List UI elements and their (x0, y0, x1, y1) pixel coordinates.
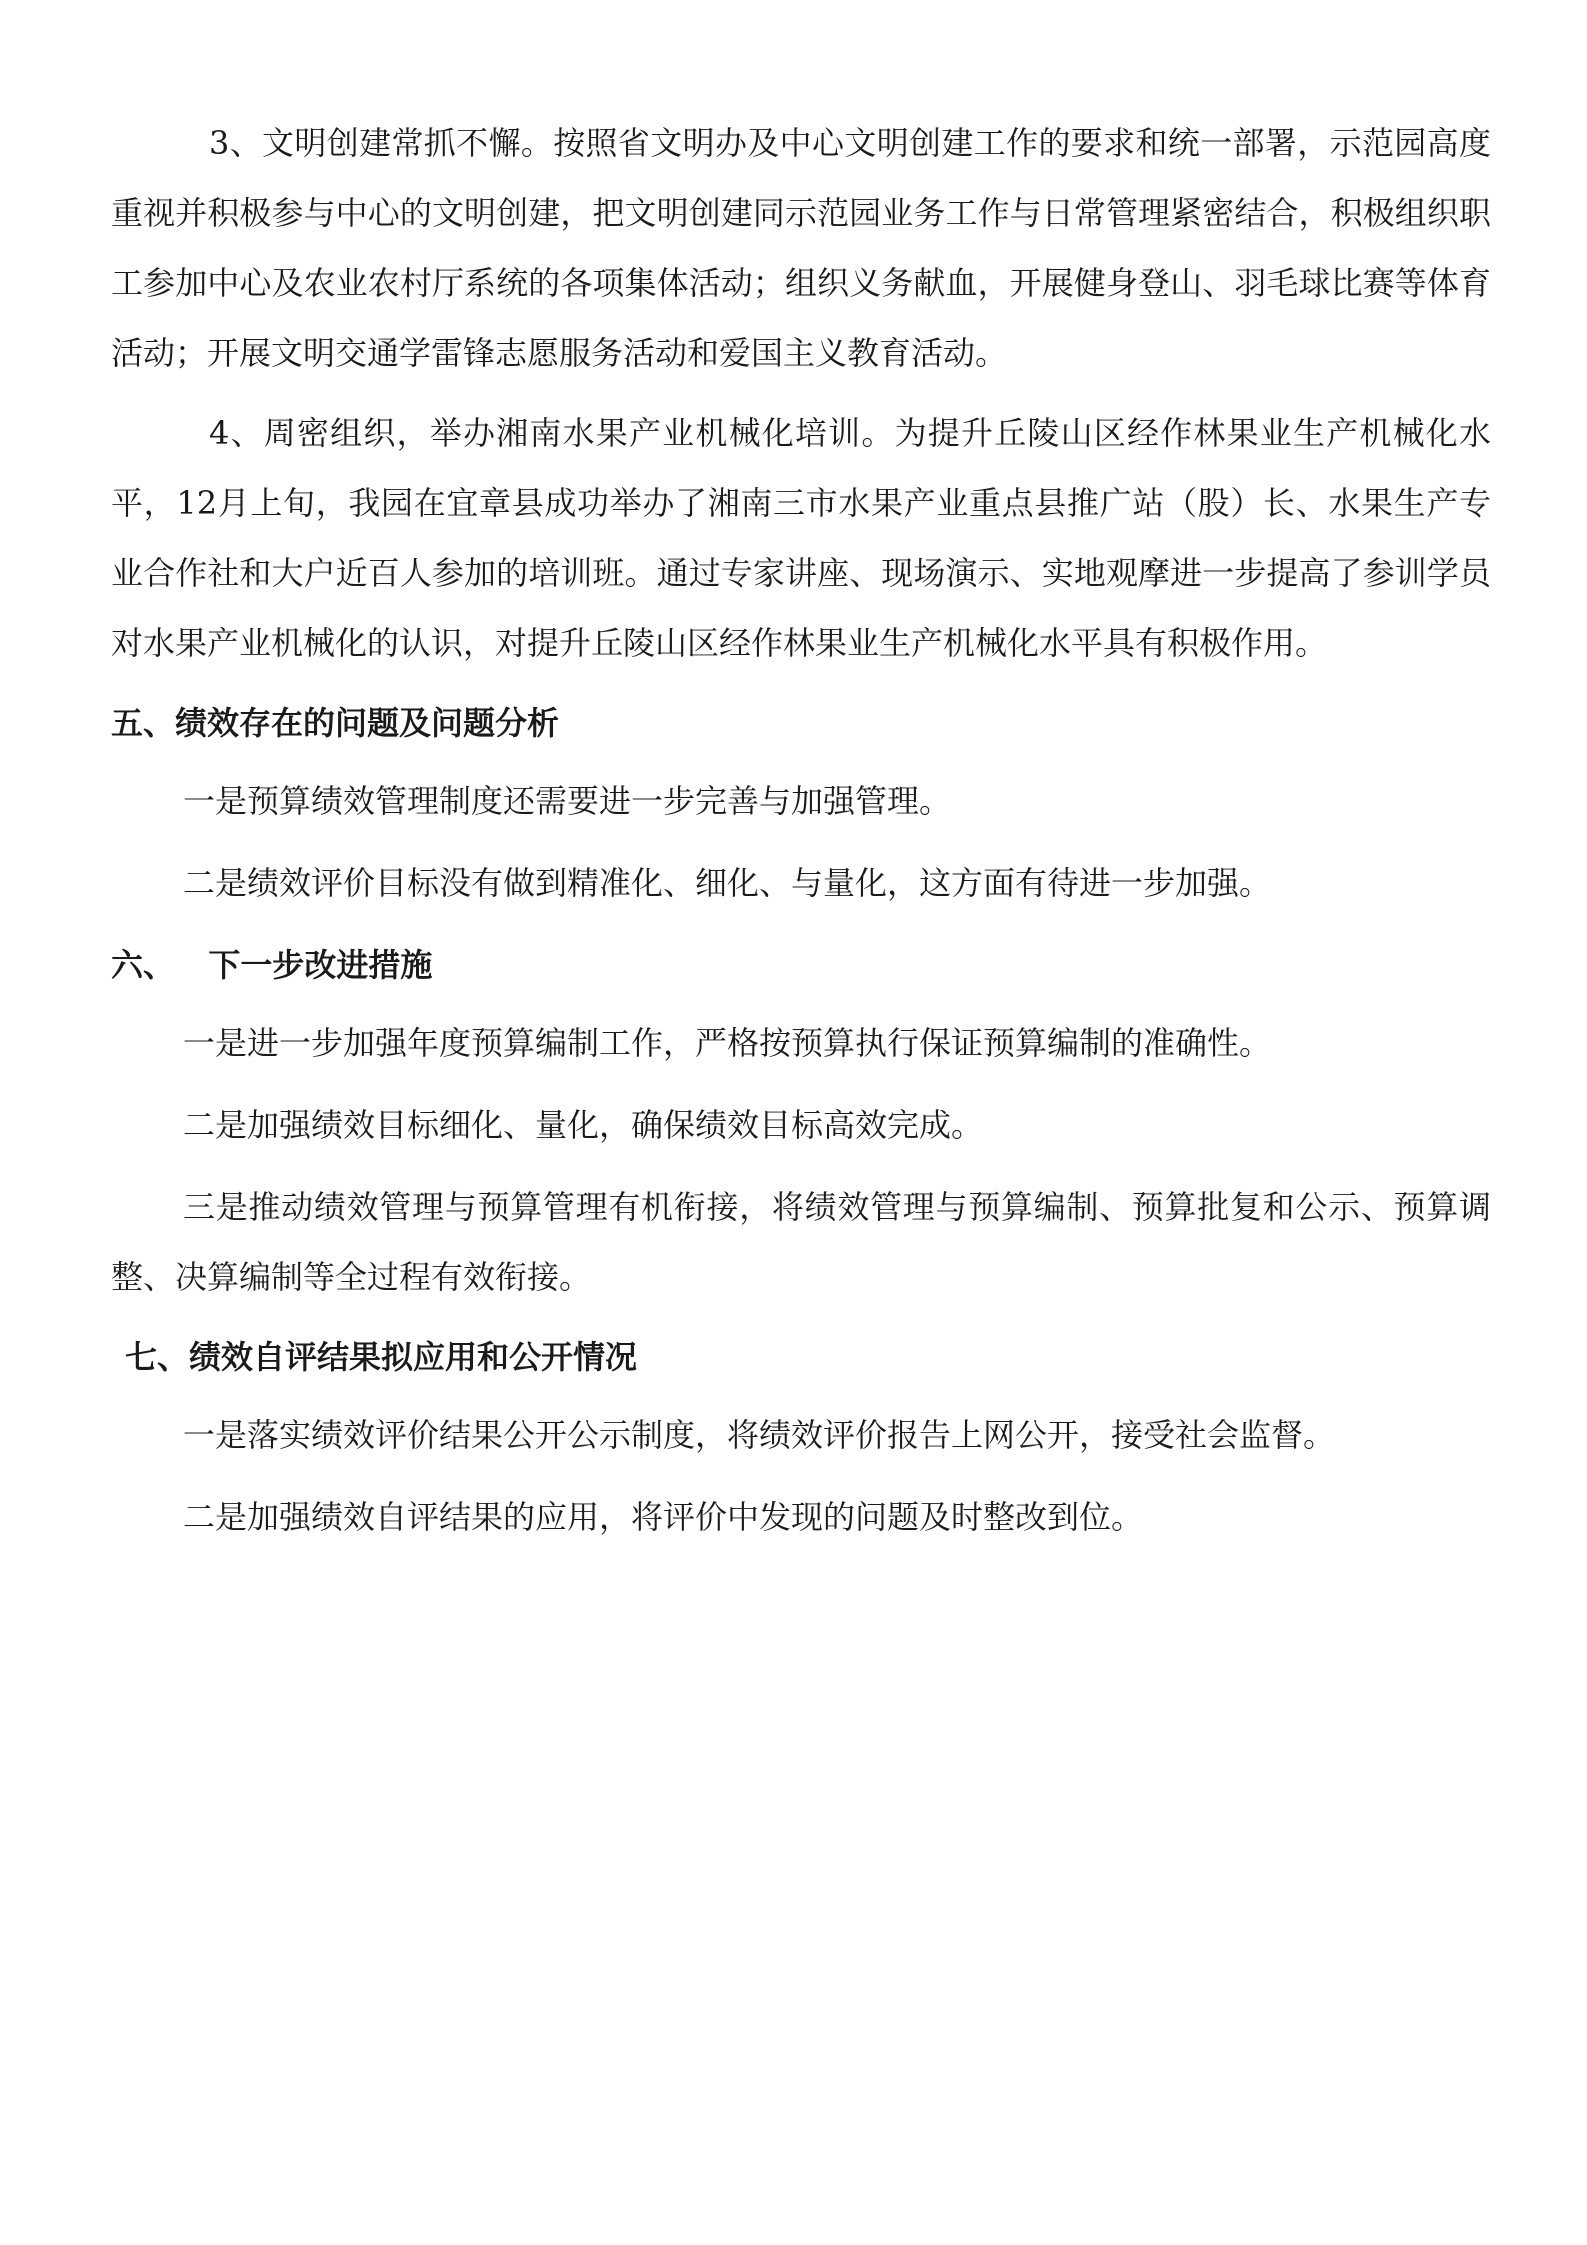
section-5-heading: 五、绩效存在的问题及问题分析 (111, 704, 560, 742)
section-6-heading: 六、 下一步改进措施 (111, 946, 433, 984)
section-6-item-2: 二是加强绩效目标细化、量化，确保绩效目标高效完成。 (183, 1106, 984, 1144)
section-5-item-1: 一是预算绩效管理制度还需要进一步完善与加强管理。 (183, 782, 952, 820)
paragraph-civilization: 3、文明创建常抓不懈。按照省文明办及中心文明创建工作的要求和统一部署，示范园高度重视并积极参与中心的文明创建，把文明创建同示范园业务工作与日常管理紧密结合，积极组织职工参加中心及农业农村厅系统的各项集体活动；组织义务献血，开展健身登山、羽毛球比赛等体育活动；开展文明交通学雷锋志愿服务活动和爱国主义教育活动。 (111, 124, 1491, 372)
section-7-heading: 七、绩效自评结果拟应用和公开情况 (125, 1338, 638, 1376)
paragraph-training: 4、周密组织，举办湘南水果产业机械化培训。为提升丘陵山区经作林果业生产机械化水平，12月上旬，我园在宜章县成功举办了湘南三市水果产业重点县推广站（股）长、水果生产专业合作社和大户近百人参加的培训班。通过专家讲座、现场演示、实地观摩进一步提高了参训学员对水果产业机械化的认识，对提升丘陵山区经作林果业生产机械化水平具有积极作用。 (111, 414, 1491, 662)
section-5-item-2: 二是绩效评价目标没有做到精准化、细化、与量化，这方面有待进一步加强。 (183, 864, 1272, 902)
section-6-item-1: 一是进一步加强年度预算编制工作，严格按预算执行保证预算编制的准确性。 (183, 1024, 1272, 1062)
section-7-item-2: 二是加强绩效自评结果的应用，将评价中发现的问题及时整改到位。 (183, 1498, 1144, 1536)
section-6-item-3: 三是推动绩效管理与预算管理有机衔接，将绩效管理与预算编制、预算批复和公示、预算调整、决算编制等全过程有效衔接。 (111, 1188, 1491, 1296)
document-body (111, 108, 1491, 1564)
section-7-item-1: 一是落实绩效评价结果公开公示制度，将绩效评价报告上网公开，接受社会监督。 (183, 1416, 1336, 1454)
